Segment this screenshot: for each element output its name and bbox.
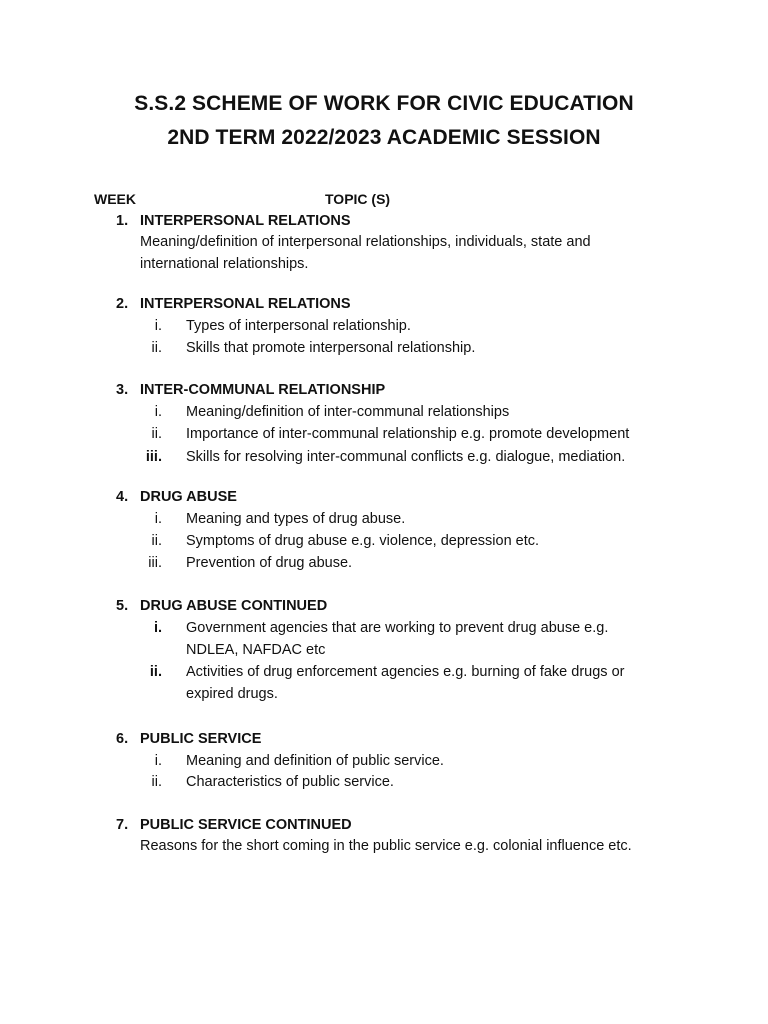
subtopic-text: NDLEA, NAFDAC etc xyxy=(186,642,326,658)
subtopic-numeral: ii. xyxy=(151,774,162,790)
week-number: 7. xyxy=(116,817,129,833)
week-heading: PUBLIC SERVICE CONTINUED xyxy=(140,817,352,833)
week-number: 6. xyxy=(116,731,129,747)
week-heading: DRUG ABUSE xyxy=(140,489,237,505)
subtopic-text: Skills that promote interpersonal relationship. xyxy=(186,340,476,356)
week-column-header: WEEK xyxy=(94,191,136,207)
subtopic-text: Characteristics of public service. xyxy=(186,774,394,790)
week-number: 1. xyxy=(116,213,129,229)
subtopic-text: Meaning and definition of public service. xyxy=(186,753,444,769)
week-heading: INTERPERSONAL RELATIONS xyxy=(140,213,351,229)
week-number: 2. xyxy=(116,296,129,312)
subtopic-text: Symptoms of drug abuse e.g. violence, depression etc. xyxy=(186,533,540,549)
subtopic-text: Skills for resolving inter-communal conflicts e.g. dialogue, mediation. xyxy=(186,449,626,465)
subtopic-text: Activities of drug enforcement agencies e.g. burning of fake drugs or xyxy=(186,664,625,680)
document-subtitle: 2ND TERM 2022/2023 ACADEMIC SESSION xyxy=(167,126,601,149)
topic-column-header: TOPIC (S) xyxy=(325,191,391,207)
week-description: international relationships. xyxy=(140,256,309,272)
week-number: 5. xyxy=(116,598,129,614)
subtopic-numeral: i. xyxy=(154,753,162,769)
week-description: Reasons for the short coming in the public service e.g. colonial influence etc. xyxy=(140,838,632,854)
week-heading: PUBLIC SERVICE xyxy=(140,731,262,747)
subtopic-text: expired drugs. xyxy=(186,686,278,702)
subtopic-numeral: i. xyxy=(154,318,162,334)
subtopic-numeral: iii. xyxy=(148,555,162,571)
week-heading: INTERPERSONAL RELATIONS xyxy=(140,296,351,312)
document-title: S.S.2 SCHEME OF WORK FOR CIVIC EDUCATION xyxy=(134,92,634,115)
subtopic-numeral: ii. xyxy=(151,533,162,549)
subtopic-numeral: ii. xyxy=(151,426,162,442)
subtopic-numeral: i. xyxy=(154,511,162,527)
subtopic-text: Meaning and types of drug abuse. xyxy=(186,511,406,527)
subtopic-numeral: i. xyxy=(154,404,162,420)
subtopic-numeral: iii. xyxy=(145,449,162,465)
week-number: 4. xyxy=(116,489,129,505)
subtopic-numeral: ii. xyxy=(149,664,162,680)
subtopic-text: Importance of inter-communal relationship e.g. promote development xyxy=(186,426,630,442)
week-description: Meaning/definition of interpersonal relationships, individuals, state and xyxy=(140,234,591,250)
subtopic-text: Types of interpersonal relationship. xyxy=(186,318,411,334)
week-number: 3. xyxy=(116,382,129,398)
subtopic-text: Prevention of drug abuse. xyxy=(186,555,353,571)
subtopic-numeral: ii. xyxy=(151,340,162,356)
subtopic-numeral: i. xyxy=(153,620,162,636)
week-heading: DRUG ABUSE CONTINUED xyxy=(140,598,328,614)
week-heading: INTER-COMMUNAL RELATIONSHIP xyxy=(140,382,386,398)
subtopic-text: Government agencies that are working to prevent drug abuse e.g. xyxy=(186,620,609,636)
subtopic-text: Meaning/definition of inter-communal relationships xyxy=(186,404,510,420)
